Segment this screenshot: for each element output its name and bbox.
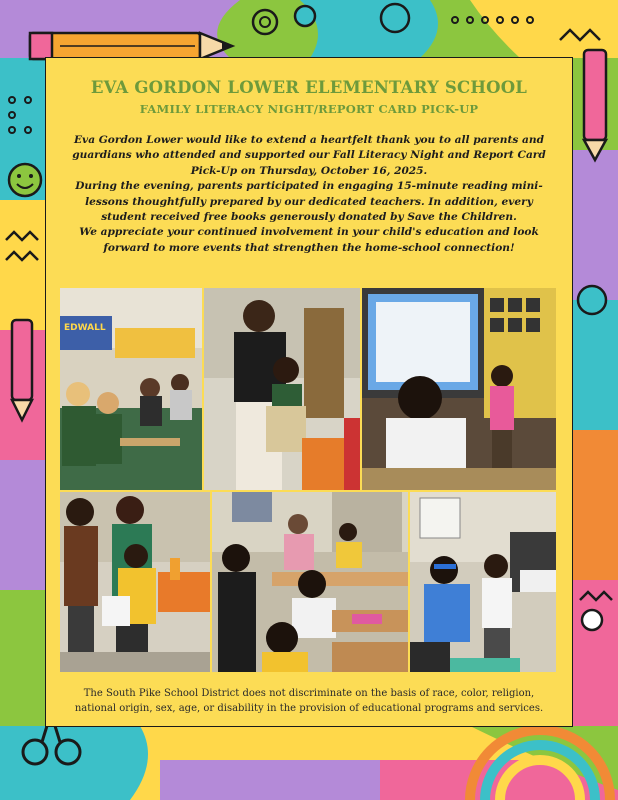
photo-classroom-parents: [60, 288, 202, 490]
photo-students-with-books: [410, 492, 556, 672]
message-paragraph-2: During the evening, parents participated in engaging 15-minute reading mini-lessons thoughtfully prepared by our dedicated teachers. In addition, every student received free books generously donated by Save the Children.: [75, 180, 543, 224]
school-name: EVA GORDON LOWER ELEMENTARY SCHOOL: [90, 78, 528, 97]
classroom-sign-text: EDWALL: [64, 323, 106, 333]
message-paragraph-3: We appreciate your continued involvement in your child's education and look forward to more events that strengthen the home-school connection!: [79, 226, 539, 254]
photo-smartboard-lesson: [362, 288, 556, 490]
photo-family-with-student: [60, 492, 210, 672]
nondiscrimination-statement: The South Pike School District does not discriminate on the basis of race, color, religion, national origin, sex, age, or disability in the provision of educational programs and services.: [74, 688, 544, 714]
photo-teacher-student-book: [204, 288, 360, 490]
message-paragraph-1: Eva Gordon Lower would like to extend a heartfelt thank you to all parents and guardians who attended and supported our Fall Literacy Night and Report Card Pick-Up on Thursday, October 16, 2025.: [72, 134, 546, 177]
photo-students-at-tables: [212, 492, 408, 672]
event-name: FAMILY LITERACY NIGHT/REPORT CARD PICK-UP: [139, 102, 479, 116]
thank-you-message: [64, 133, 554, 256]
